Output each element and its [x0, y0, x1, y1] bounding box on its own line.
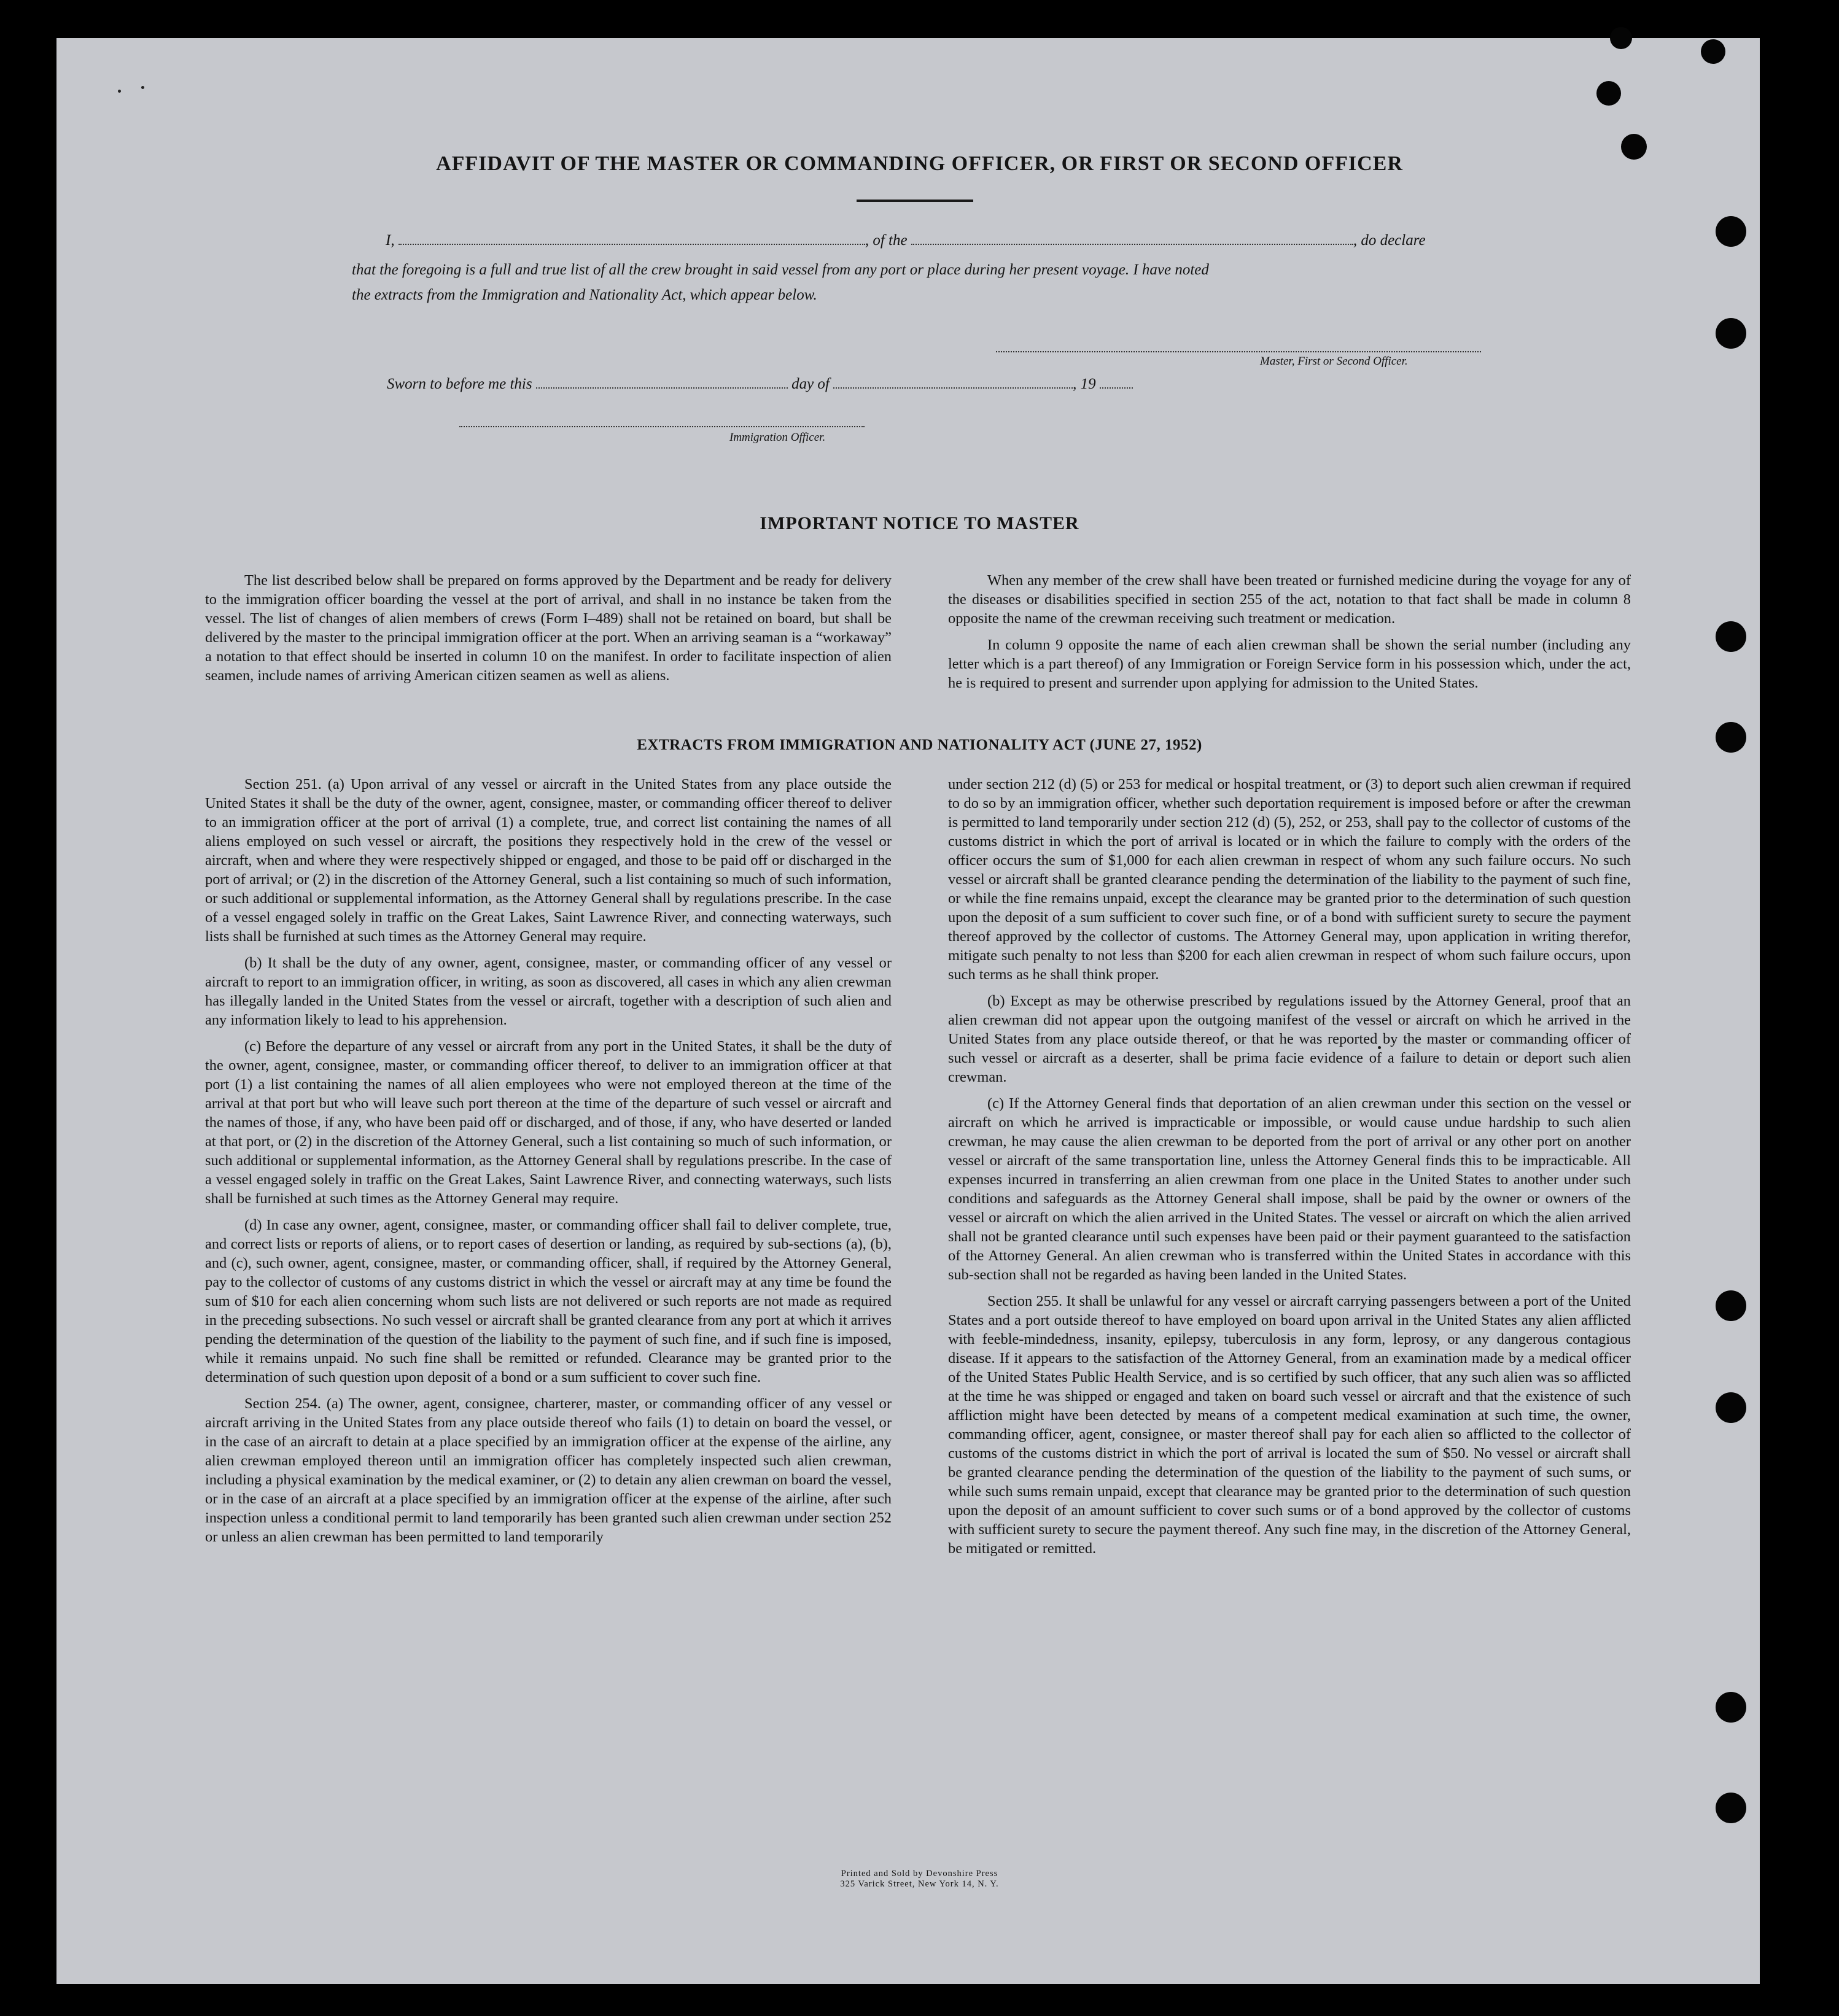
master-signature-label: Master, First or Second Officer.	[1260, 355, 1408, 368]
imprint-line-2: 325 Varick Street, New York 14, N. Y.	[840, 1879, 999, 1889]
affidavit-title: AFFIDAVIT OF THE MASTER OR COMMANDING OFFICER, OR FIRST OR SECOND OFFICER	[436, 152, 1403, 175]
notice-paragraph: When any member of the crew shall have been treated or furnished medicine during the voyage for any of the diseases or disabilities specified in section 255 of the act, notation to that fact shall be made in column 8 opposite the name of the crewman receiving such treatment or medication.	[948, 572, 1631, 627]
punch-hole	[1716, 1692, 1746, 1723]
section-254a-continued: under section 212 (d) (5) or 253 for medical or hospital treatment, or (3) to deport such alien crewman if required to do so by an immigration officer, whether such deportation requirement is imposed before or after the crewman is permitted to land temporarily under section 212 (d) (5), 252, or 253, shall pay to the collector of customs of the customs district in which the port of arrival is located or in which the failure to comply with the orders of the officer occurs the sum of $1,000 for each alien crewman in respect of whom any such failure occurs. No such vessel or aircraft shall be granted clearance pending the determination of the liability to the payment of such fine, or while the fine remains unpaid, except the clearance may be granted prior to the determination of such question upon the deposit of a sum sufficient to cover such fine, or of a bond with sufficient surety to secure the payment thereof approved by the collector of customs. The Attorney General may, upon application in writing therefor, mitigate such penalty to not less than $200 for each alien crewman in respect of whom such failure occurs, upon such terms as he shall think proper.	[948, 776, 1631, 983]
punch-hole	[1716, 621, 1746, 652]
i-label: I,	[386, 232, 395, 249]
year-label: , 19	[1073, 376, 1096, 392]
speck	[118, 90, 121, 93]
name-field[interactable]	[399, 233, 865, 245]
section-255: Section 255. It shall be unlawful for any vessel or aircraft carrying passengers between a port of the United States and a port outside thereof to have employed on board upon arrival in the United States any alien afflicted with feeble-mindedness, insanity, epilepsy, tuberculosis in any form, leprosy, or any dangerous contagious disease. If it appears to the satisfaction of the Attorney General, from an examination made by a medical officer of the United States Public Health Service, and is so certified by such officer, that any such alien was so afflicted at the time he was shipped or engaged and taken on board such vessel or aircraft and that the existence of such affliction might have been detected by means of a competent medical examination at such time, the owner, commanding officer, agent, consignee, or master thereof shall pay for each alien so afflicted to the collector of customs of the customs district in which the port of arrival is located the sum of $50. No vessel or aircraft shall be granted clearance pending the determination of the question of the liability to the payment of such sums, or while such sums remain unpaid, except that clearance may be granted prior to the determination of such question upon the deposit of an amount sufficient to cover such sums or of a bond approved by the collector of customs with sufficient surety to secure the payment thereof. Any such fine may, in the discretion of the Attorney General, be mitigated or remitted.	[948, 1293, 1631, 1557]
section-254b: (b) Except as may be otherwise prescribed by regulations issued by the Attorney General, proof that an alien crewman did not appear upon the outgoing manifest of the vessel or aircraft on which he arrived in the United States from any place outside thereof, or that he was reported by the master or commanding officer of such vessel or aircraft as a deserter, shall be prima facie evidence of a failure to detain or deport such alien crewman.	[948, 993, 1631, 1085]
punch-hole	[1610, 27, 1632, 49]
section-254a: Section 254. (a) The owner, agent, consignee, charterer, master, or commanding officer of any vessel or aircraft arriving in the United States from any place outside thereof who fails (1) to detain on board the vessel, or in the case of an aircraft to detain at a place specified by an immigration officer at the expense of the airline, any alien crewman employed thereon until an immigration officer has completely inspected such alien crewman, including a physical examination by the medical examiner, or (2) to detain any alien crewman on board the vessel, or in the case of an aircraft at a place specified by an immigration officer at the expense of the airline, after such inspection unless a conditional permit to land temporarily has been granted such alien crewman under section 252 or unless an alien crewman has been permitted to land temporarily	[205, 1395, 892, 1545]
punch-hole	[1716, 1793, 1746, 1823]
do-declare-label: , do declare	[1353, 232, 1426, 249]
of-the-label: , of the	[865, 232, 908, 249]
section-251a: Section 251. (a) Upon arrival of any vessel or aircraft in the United States from any place outside the United States it shall be the duty of the owner, agent, consignee, master, or commanding officer thereof to deliver to an immigration officer at the port of arrival (1) a complete, true, and correct list containing the names of all aliens employed on such vessel or aircraft, the positions they respectively hold in the crew of the vessel or aircraft, when and where they were respectively shipped or engaged, and those to be paid off or discharged in the port of arrival; or (2) in the discretion of the Attorney General, such a list containing so much of such information, or such additional or supplemental information, as the Attorney General shall by regulations prescribe. In the case of a vessel engaged solely in traffic on the Great Lakes, Saint Lawrence River, and connecting waterways, such lists shall be furnished at such times as the Attorney General may require.	[205, 776, 892, 945]
statement-line-1: that the foregoing is a full and true list of all the crew brought in said vessel from any port or place during her present voyage. I have noted	[352, 262, 1209, 278]
extracts-left-column	[205, 775, 892, 1554]
notice-right-column	[948, 571, 1631, 700]
section-251d: (d) In case any owner, agent, consignee, master, or commanding officer shall fail to deliver complete, true, and correct lists or reports of aliens, or to report cases of desertion or landing, as required by sub-sections (a), (b), and (c), such owner, agent, consignee, master, or commanding officer, shall, if required by the Attorney General, pay to the collector of customs of any customs district in which the vessel or aircraft may at any time be found the sum of $10 for each alien concerning whom such lists are not delivered or such reports are not made as required in the preceding subsections. No such vessel or aircraft shall be granted clearance from any port at which it arrives pending the determination of the question of the liability to the payment of such fine, and if such fine is imposed, while it remains unpaid. No such fine shall be remitted or refunded. Clearance may be granted prior to the determination of such question upon deposit of a bond or a sum sufficient to cover such fine.	[205, 1217, 892, 1386]
declaration-line	[386, 232, 1426, 249]
year-field[interactable]	[1100, 376, 1133, 389]
month-field[interactable]	[833, 376, 1073, 389]
statement-line-2: the extracts from the Immigration and Nationality Act, which appear below.	[352, 287, 817, 303]
notice-paragraph: In column 9 opposite the name of each alien crewman shall be shown the serial number (including any letter which is a part thereof) of any Immigration or Foreign Service form in his possession which, under the act, he is required to present and surrender upon applying for admission to the United States.	[948, 637, 1631, 691]
master-signature-field[interactable]	[996, 340, 1481, 352]
officer-signature-label: Immigration Officer.	[729, 431, 826, 444]
sworn-label: Sworn to before me this	[387, 376, 532, 392]
notice-paragraph: The list described below shall be prepared on forms approved by the Department and be ready for delivery to the immigration officer boarding the vessel at the port of arrival, and shall in no instance be taken from the vessel. The list of changes of alien members of crews (Form I–489) shall not be retained on board, but shall be delivered by the master to the principal immigration officer at the port. When an arriving seaman is a “workaway” a notation to that effect should be inserted in column 10 on the manifest. In order to facilitate inspection of alien seamen, include names of arriving American citizen seamen as well as aliens.	[205, 572, 892, 684]
day-of-label: day of	[791, 376, 830, 392]
speck	[141, 86, 144, 89]
section-251c: (c) Before the departure of any vessel or aircraft from any port in the United States, it shall be the duty of the owner, agent, consignee, master, or commanding officer thereof, to deliver to an immigration officer at that port (1) a list containing the names of all alien employees who were not employed thereon at the time of the arrival at that port but who will leave such port thereon at the time of the departure of such vessel or aircraft and the names of those, if any, who have been paid off or discharged, and of those, if any, who have deserted or landed at that port, or (2) in the discretion of the Attorney General, such a list containing so much of such information, or such additional or supplemental information, as the Attorney General shall by regulations prescribe. In the case of a vessel engaged solely in traffic on the Great Lakes, Saint Lawrence River, and connecting waterways, such lists shall be furnished at such times as the Attorney General may require.	[205, 1038, 892, 1207]
notice-title: IMPORTANT NOTICE TO MASTER	[760, 513, 1079, 533]
officer-signature-field[interactable]	[459, 415, 865, 427]
vessel-field[interactable]	[911, 233, 1353, 245]
punch-hole	[1701, 39, 1725, 64]
section-254c: (c) If the Attorney General finds that deportation of an alien crewman under this section on the vessel or aircraft on which he arrived is impracticable or impossible, or would cause undue hardship to such alien crewman, he may cause the alien crewman to be deported from the port of arrival or any other port on another vessel or aircraft of the same transportation line, unless the Attorney General finds this to be impracticable. All expenses incurred in transferring an alien crewman from one place in the United States to another under such conditions and safeguards as the Attorney General shall impose, shall be paid by the owner or owners of the vessel or aircraft on which the alien arrived in the United States. The vessel or aircraft on which the alien arrived shall not be granted clearance until such expenses have been paid or their payment guaranteed to the satisfaction of the Attorney General. An alien crewman who is transferred within the United States in accordance with this sub-section shall not be regarded as having been landed in the United States.	[948, 1095, 1631, 1283]
extracts-right-column	[948, 775, 1631, 1565]
punch-hole	[1596, 81, 1621, 106]
title-underline	[857, 200, 973, 202]
extracts-title: EXTRACTS FROM IMMIGRATION AND NATIONALITY ACT (JUNE 27, 1952)	[637, 737, 1202, 753]
punch-hole	[1716, 318, 1746, 349]
section-251b: (b) It shall be the duty of any owner, agent, consignee, master, or commanding officer of any vessel or aircraft to report to an immigration officer, in writing, as soon as discovered, all cases in which any alien crewman has illegally landed in the United States from the vessel or aircraft, together with a description of such alien and any information likely to lead to his apprehension.	[205, 955, 892, 1028]
punch-hole	[1716, 1290, 1746, 1321]
punch-hole	[1716, 1392, 1746, 1423]
printer-imprint	[0, 1869, 1839, 1890]
day-field[interactable]	[536, 376, 788, 389]
sworn-line	[387, 376, 1133, 393]
notice-left-column	[205, 571, 892, 692]
imprint-line-1: Printed and Sold by Devonshire Press	[841, 1869, 998, 1878]
punch-hole	[1716, 216, 1746, 247]
